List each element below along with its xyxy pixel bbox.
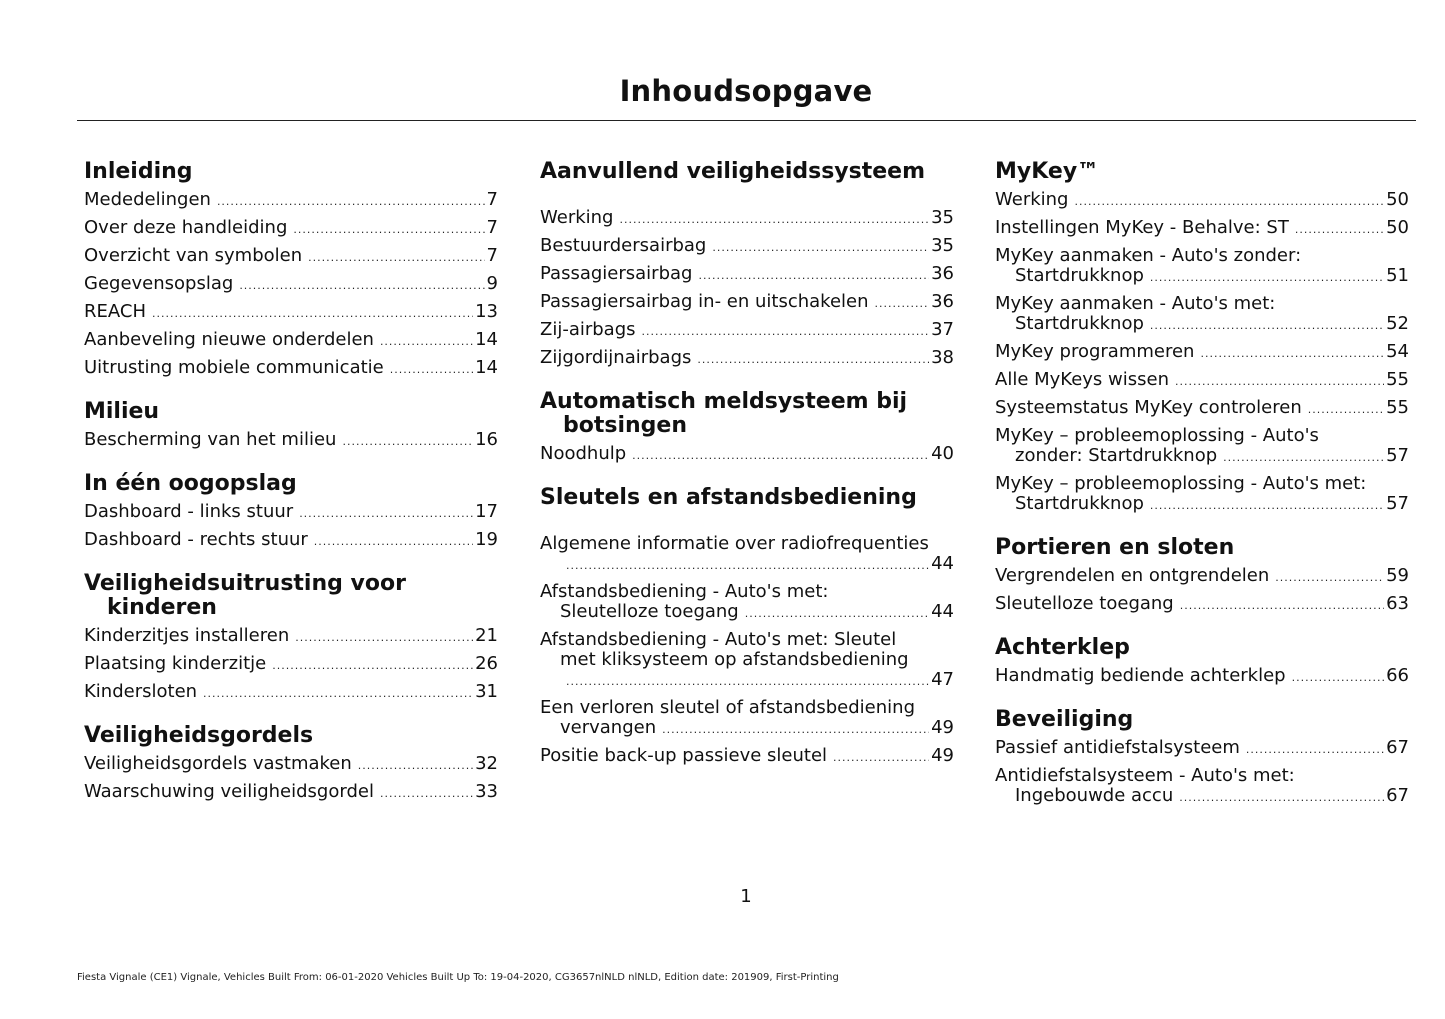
toc-entry[interactable]	[995, 666, 1409, 688]
page-ref: 32	[475, 753, 498, 774]
page-ref: 47	[931, 669, 954, 690]
toc-entry[interactable]	[540, 582, 954, 624]
toc-entry[interactable]	[84, 626, 498, 648]
section-title: Sleutels en afstandsbediening	[540, 485, 917, 510]
leader-dots	[1295, 220, 1384, 240]
page-ref: 55	[1386, 369, 1409, 390]
toc-entry[interactable]	[995, 474, 1409, 516]
page-ref: 7	[486, 217, 498, 238]
entry-text: Passagiersairbag in- en uitschakelen	[540, 291, 869, 312]
toc-entry[interactable]	[84, 682, 498, 704]
leader-dots	[314, 532, 473, 552]
toc-entry[interactable]	[84, 218, 498, 240]
leader-dots	[1275, 568, 1384, 588]
toc-entry[interactable]	[84, 246, 498, 268]
toc-entry[interactable]	[995, 566, 1409, 588]
toc-entry[interactable]	[540, 746, 954, 768]
leader-dots	[203, 684, 473, 704]
page-ref: 52	[1386, 313, 1409, 334]
entry-text: Werking	[995, 189, 1069, 210]
entry-text: Aanbeveling nieuwe onderdelen	[84, 329, 374, 350]
leader-dots	[875, 294, 930, 314]
page-ref: 49	[931, 745, 954, 766]
entry-text: Positie back-up passieve sleutel	[540, 745, 828, 766]
entry-text: Handmatig bediende achterklep	[995, 665, 1286, 686]
leader-dots	[272, 656, 473, 676]
leader-dots	[217, 192, 485, 212]
toc-entry[interactable]	[995, 738, 1409, 760]
entry-text: Plaatsing kinderzitje	[84, 653, 267, 674]
toc-entry[interactable]	[995, 398, 1409, 420]
entry-text: Startdrukknop	[1015, 313, 1144, 334]
entry-text: REACH	[84, 301, 146, 322]
leader-dots	[380, 784, 473, 804]
entry-text: MyKey – probleemoplossing - Auto's	[995, 425, 1319, 446]
toc-column-1	[84, 160, 498, 810]
entry-text: MyKey aanmaken - Auto's zonder:	[995, 245, 1302, 266]
page-ref: 33	[475, 781, 498, 802]
section-title: In één oogopslag	[84, 471, 297, 496]
leader-dots	[745, 604, 929, 624]
leader-dots	[642, 322, 930, 342]
leader-dots	[239, 276, 484, 296]
page-ref: 36	[931, 263, 954, 284]
toc-entry[interactable]	[540, 348, 954, 370]
entry-text: Afstandsbediening - Auto's met:	[540, 581, 829, 602]
entry-text: Gegevensopslag	[84, 273, 234, 294]
entry-text: Uitrusting mobiele communicatie	[84, 357, 384, 378]
entry-text: Instellingen MyKey - Behalve: ST	[995, 217, 1289, 238]
toc-section	[84, 472, 498, 552]
entry-text: MyKey aanmaken - Auto's met:	[995, 293, 1276, 314]
toc-entry[interactable]	[995, 426, 1409, 468]
toc-entry[interactable]	[995, 594, 1409, 616]
leader-dots	[566, 556, 929, 576]
leader-dots	[1150, 316, 1384, 336]
footer-note: Fiesta Vignale (CE1) Vignale, Vehicles Built From: 06-01-2020 Vehicles Built Up To: 19-04-2020, CG3657nlNLD nlNLD, Edition date: 201909, First-Printing	[77, 972, 839, 983]
entry-text: Veiligheidsgordels vastmaken	[84, 753, 352, 774]
page-ref: 14	[475, 329, 498, 350]
leader-dots	[1150, 496, 1384, 516]
toc-entry[interactable]	[995, 218, 1409, 240]
leader-dots	[1246, 740, 1384, 760]
toc-section	[995, 536, 1409, 616]
toc-entry[interactable]	[995, 246, 1409, 288]
entry-text: Sleutelloze toegang	[560, 601, 739, 622]
leader-dots	[1175, 372, 1384, 392]
section-title: MyKey™	[995, 159, 1100, 184]
page-number: 1	[740, 886, 752, 907]
leader-dots	[833, 748, 929, 768]
page-ref: 51	[1386, 265, 1409, 286]
leader-dots	[1074, 192, 1384, 212]
toc-entry[interactable]	[540, 320, 954, 342]
toc-entry[interactable]	[540, 292, 954, 314]
page-ref: 21	[475, 625, 498, 646]
page-ref: 26	[475, 653, 498, 674]
entry-text: vervangen	[560, 717, 657, 738]
page-ref: 35	[931, 207, 954, 228]
leader-dots	[1292, 668, 1385, 688]
page-ref: 13	[475, 301, 498, 322]
leader-dots	[632, 446, 929, 466]
entry-text: Antidiefstalsysteem - Auto's met:	[995, 765, 1295, 786]
toc-entry[interactable]	[84, 782, 498, 804]
page-ref: 59	[1386, 565, 1409, 586]
toc-section	[84, 400, 498, 452]
toc-section	[995, 636, 1409, 688]
toc-entry[interactable]	[84, 358, 498, 380]
entry-text: MyKey programmeren	[995, 341, 1195, 362]
page-ref: 31	[475, 681, 498, 702]
toc-section	[84, 160, 498, 380]
section-title: Portieren en sloten	[995, 535, 1235, 560]
page-ref: 16	[475, 429, 498, 450]
toc-entry[interactable]	[540, 236, 954, 258]
page-ref: 63	[1386, 593, 1409, 614]
leader-dots	[152, 304, 473, 324]
leader-dots	[293, 220, 484, 240]
section-title: Aanvullend veiligheidssysteem	[540, 159, 926, 184]
page-ref: 67	[1386, 737, 1409, 758]
page-ref: 19	[475, 529, 498, 550]
leader-dots	[299, 504, 473, 524]
toc-entry[interactable]	[84, 502, 498, 524]
toc-entry[interactable]	[84, 754, 498, 776]
toc-entry[interactable]	[995, 190, 1409, 212]
entry-text: Een verloren sleutel of afstandsbediening	[540, 697, 916, 718]
entry-text: Werking	[540, 207, 614, 228]
toc-entry[interactable]	[84, 530, 498, 552]
entry-text: Over deze handleiding	[84, 217, 288, 238]
leader-dots	[1180, 596, 1384, 616]
page-ref: 57	[1386, 445, 1409, 466]
page-ref: 50	[1386, 217, 1409, 238]
entry-text: Startdrukknop	[1015, 493, 1144, 514]
page-ref: 49	[931, 717, 954, 738]
toc-entry[interactable]	[84, 302, 498, 324]
entry-text: Passagiersairbag	[540, 263, 693, 284]
page-ref: 14	[475, 357, 498, 378]
entry-text: Zijgordijnairbags	[540, 347, 692, 368]
entry-text: Sleutelloze toegang	[995, 593, 1174, 614]
page-ref: 17	[475, 501, 498, 522]
toc-section	[540, 160, 954, 370]
entry-text: Alle MyKeys wissen	[995, 369, 1169, 390]
page-ref: 57	[1386, 493, 1409, 514]
section-title: Milieu	[84, 399, 160, 424]
leader-dots	[712, 238, 929, 258]
entry-text: Kinderzitjes installeren	[84, 625, 290, 646]
entry-text: Overzicht van symbolen	[84, 245, 303, 266]
toc-section	[84, 572, 498, 704]
toc-section	[995, 708, 1409, 808]
leader-dots	[662, 720, 929, 740]
entry-text: Kindersloten	[84, 681, 198, 702]
leader-dots	[342, 432, 473, 452]
page-ref: 35	[931, 235, 954, 256]
toc-entry[interactable]	[84, 430, 498, 452]
toc-entry[interactable]	[84, 190, 498, 212]
leader-dots	[380, 332, 473, 352]
page-title: Inhoudsopgave	[619, 74, 873, 108]
page-ref: 50	[1386, 189, 1409, 210]
toc-entry[interactable]	[84, 654, 498, 676]
page-ref: 38	[931, 347, 954, 368]
page-ref: 44	[931, 601, 954, 622]
section-title: Beveiliging	[995, 707, 1134, 732]
entry-text: met kliksysteem op afstandsbediening	[560, 649, 909, 670]
toc-entry[interactable]	[995, 342, 1409, 364]
toc-entry[interactable]	[84, 330, 498, 352]
entry-text: Ingebouwde accu	[1015, 785, 1174, 806]
toc-entry[interactable]	[540, 630, 954, 692]
toc-section	[540, 390, 954, 466]
page-ref: 9	[486, 273, 498, 294]
page-ref: 54	[1386, 341, 1409, 362]
toc-entry[interactable]	[540, 208, 954, 230]
toc-entry[interactable]	[995, 766, 1409, 808]
toc-section	[84, 724, 498, 804]
entry-text: Dashboard - rechts stuur	[84, 529, 308, 550]
entry-text: MyKey – probleemoplossing - Auto's met:	[995, 473, 1367, 494]
section-title: Automatisch meldsysteem bij botsingen	[540, 389, 908, 438]
page-ref: 40	[931, 443, 954, 464]
entry-text: Waarschuwing veiligheidsgordel	[84, 781, 374, 802]
toc-entry[interactable]	[995, 370, 1409, 392]
entry-text: Vergrendelen en ontgrendelen	[995, 565, 1270, 586]
leader-dots	[1150, 268, 1384, 288]
toc-entry[interactable]	[540, 698, 954, 740]
page-ref: 7	[486, 189, 498, 210]
leader-dots	[1308, 400, 1384, 420]
entry-text: zonder: Startdrukknop	[1015, 445, 1218, 466]
section-title: Achterklep	[995, 635, 1130, 660]
leader-dots	[1179, 788, 1384, 808]
toc-column-3	[995, 160, 1409, 814]
entry-text: Bestuurdersairbag	[540, 235, 707, 256]
toc-entry[interactable]	[995, 294, 1409, 336]
leader-dots	[1200, 344, 1384, 364]
entry-text: Passief antidiefstalsysteem	[995, 737, 1240, 758]
leader-dots	[390, 360, 473, 380]
toc-section	[540, 486, 954, 768]
toc-entry[interactable]	[84, 274, 498, 296]
page-ref: 66	[1386, 665, 1409, 686]
entry-text: Zij-airbags	[540, 319, 636, 340]
leader-dots	[1223, 448, 1384, 468]
toc-entry[interactable]	[540, 444, 954, 466]
leader-dots	[619, 210, 929, 230]
section-title: Inleiding	[84, 159, 193, 184]
leader-dots	[566, 672, 929, 692]
leader-dots	[358, 756, 473, 776]
entry-text: Systeemstatus MyKey controleren	[995, 397, 1302, 418]
leader-dots	[295, 628, 473, 648]
entry-text: Bescherming van het milieu	[84, 429, 337, 450]
entry-text: Afstandsbediening - Auto's met: Sleutel	[540, 629, 897, 650]
title-divider	[77, 120, 1416, 121]
toc-section	[995, 160, 1409, 516]
section-title: Veiligheidsuitrusting voor kinderen	[84, 571, 406, 620]
page-ref: 7	[486, 245, 498, 266]
toc-entry[interactable]	[540, 264, 954, 286]
leader-dots	[697, 350, 929, 370]
entry-text: Dashboard - links stuur	[84, 501, 294, 522]
entry-text: Algemene informatie over radiofrequenties	[540, 533, 929, 554]
section-title: Veiligheidsgordels	[84, 723, 314, 748]
page-ref: 44	[931, 553, 954, 574]
entry-text: Noodhulp	[540, 443, 627, 464]
entry-text: Startdrukknop	[1015, 265, 1144, 286]
page-ref: 55	[1386, 397, 1409, 418]
page-ref: 67	[1386, 785, 1409, 806]
leader-dots	[698, 266, 929, 286]
leader-dots	[308, 248, 484, 268]
page-ref: 37	[931, 319, 954, 340]
toc-entry[interactable]	[540, 534, 954, 576]
entry-text: Mededelingen	[84, 189, 211, 210]
page-ref: 36	[931, 291, 954, 312]
toc-column-2	[540, 160, 954, 774]
